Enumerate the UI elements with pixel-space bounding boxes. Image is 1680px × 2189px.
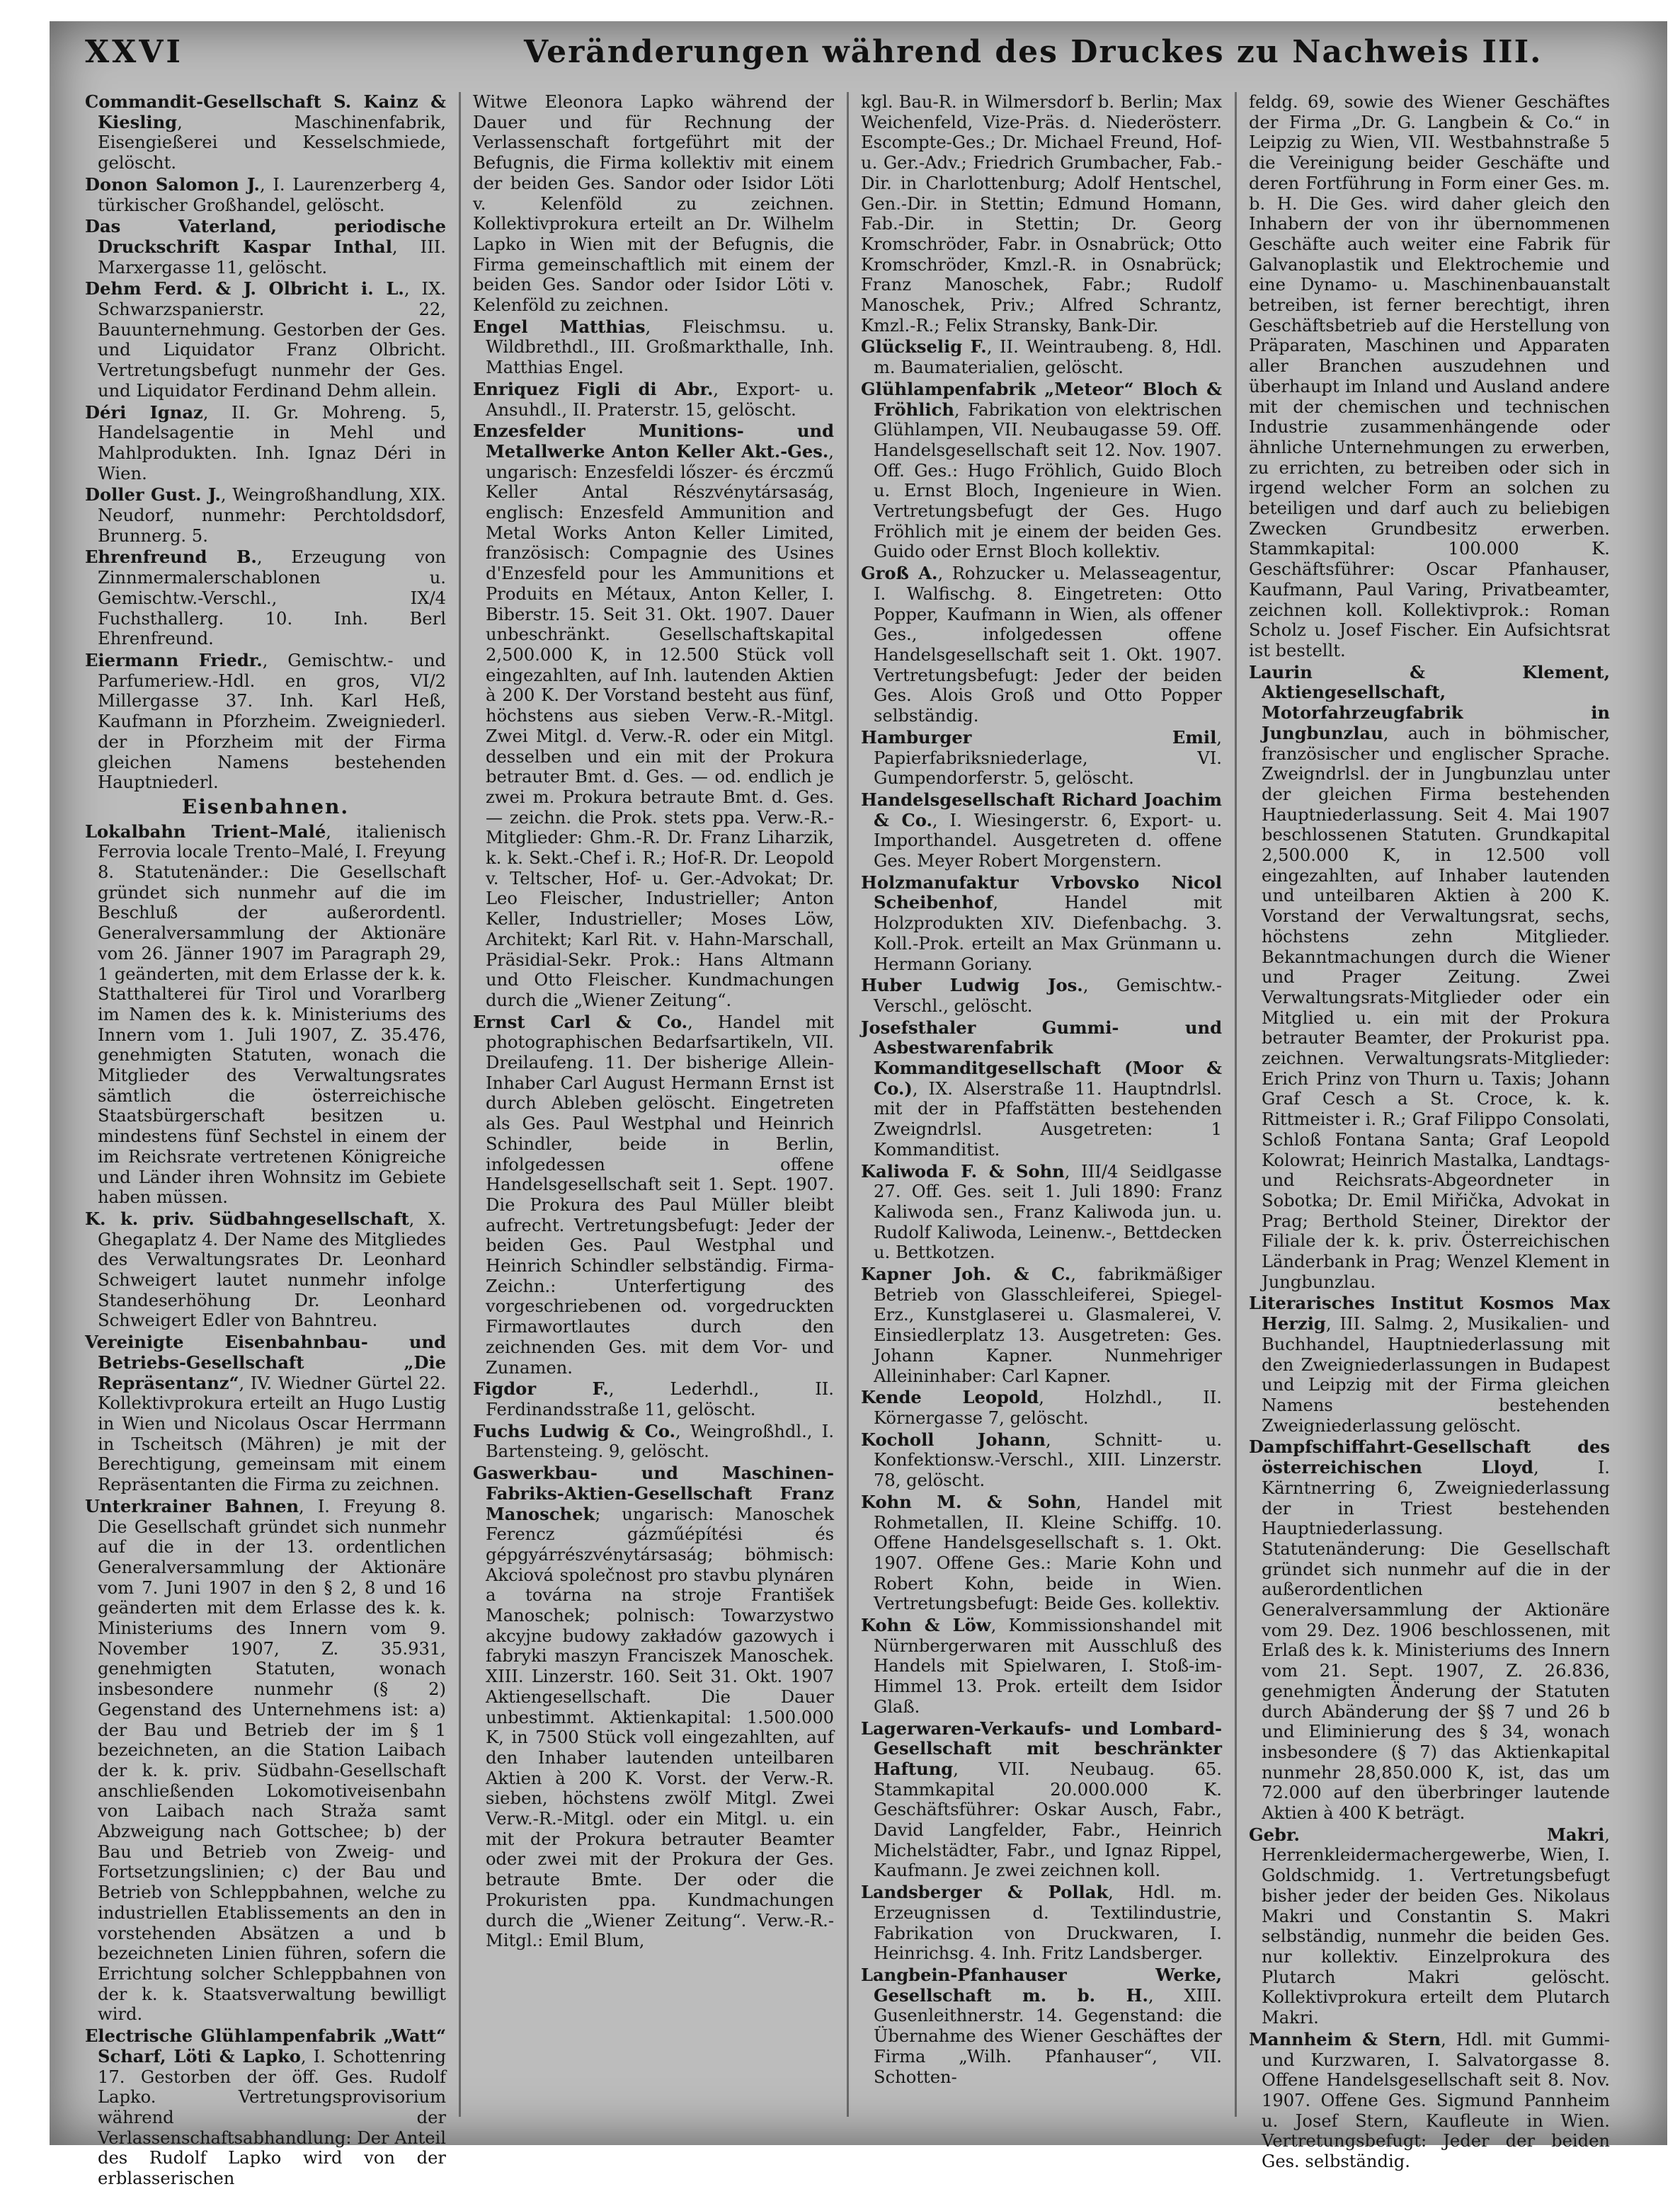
entry-text: , III. Salmg. 2, Musikalien- und Buchhandel, Hauptniederlassung mit den Zweigniederlassungen in Budapest und Leipzig mit der Firma gleichen Namens bestehenden Zweigniederlassung gelöscht. xyxy=(1262,1314,1610,1436)
entry-firm-name: Groß A. xyxy=(861,563,938,584)
entry-text: , auch in böhmischer, französischer und englischer Sprache. Zweigndrlsl. der in Jungbunzlau unter der gleichen Firma bestehenden Hauptniederlassung. Seit 4. Mai 1907 beschlossenen Statuten. Grundkapital 2,500.000 K, in 12.500 voll eingezahlten, auf Inhaber lautenden und unteilbaren Aktien à 200 K. Vorstand der Verwaltungsrat, sechs, höchstens zehn Mitglieder. Bekanntmachungen durch die Wiener und Prager Zeitung. Zwei Verwaltungsrats-Mitglieder oder ein Mitglied u. ein mit der Prokura betrauter Beamter, der Prokurist ppa. zeichnen. Verwaltungsrats-Mitglieder: Erich Prinz von Thurn u. Taxis; Johann Graf Cesch a St. Croce, k. k. Rittmeister i. R.; Graf Filippo Consolati, Schloß Fontana Santa; Graf Leopold Kolowrat; Heinrich Mastalka, Landtags- und Reichsrats-Abgeordneter in Sobotka; Dr. Emil Miřička, Advokat in Prag; Berthold Steiner, Direktor der Filiale der k. k. priv. Österreichischen Länderbank in Prag; Wenzel Klement in Jungbunzlau. xyxy=(1262,723,1610,1292)
register-entry xyxy=(473,317,834,378)
register-entry xyxy=(1249,1437,1610,1823)
entry-firm-name: Donon Salomon J. xyxy=(85,173,260,195)
register-entry xyxy=(861,1965,1222,2087)
entry-firm-name: Commandit-Gesellschaft S. Kainz & Kiesling xyxy=(85,91,446,132)
entry-firm-name: Lokalbahn Trient–Malé xyxy=(85,821,326,842)
entry-text: , I. Schottenring 17. Gestorben der öff. Ges. Rudolf Lapko. Vertretungsprovisorium während der Verlassenschaftsabhandlung: Der Anteil des Rudolf Lapko wird von der erblasserischen xyxy=(98,2046,446,2189)
entry-text: , Herrenkleidermachergewerbe, Wien, I. Goldschmidg. 1. Vertretungsbefugt bisher jeder der beiden Ges. Nikolaus Makri und Constantin S. Makri selbständig, nunmehr die beiden Ges. nur kollektiv. Einzelprokura des Plutarch Makri gelöscht. Kollektivprokura erteilt dem Plutarch Makri. xyxy=(1262,1824,1610,2028)
entry-text: , VII. Neubaug. 65. Stammkapital 20.000.000 K. Geschäftsführer: Oskar Ausch, Fabr., David Langfelder, Fabr., Heinrich Michelstädter, Fabr., und Ignaz Rippel, Kaufmann. Je zwei zeichnen koll. xyxy=(874,1759,1222,1881)
register-entry xyxy=(1249,1293,1610,1436)
entry-text: , Gemischtw.-Verschl., gelöscht. xyxy=(874,976,1222,1016)
entry-firm-name: Electrische Glühlampenfabrik „Watt“ Scharf, Löti & Lapko xyxy=(85,2025,446,2067)
register-entry xyxy=(85,2026,446,2189)
register-entry xyxy=(861,1264,1222,1386)
column-2 xyxy=(473,92,834,2117)
entry-firm-name: Laurin & Klement, Aktiengesellschaft, Motorfahrzeugfabrik in Jungbunzlau xyxy=(1249,661,1610,743)
entry-text: , I. Kärntnerring 6, Zweigniederlassung der in Triest bestehenden Hauptniederlassung. Statutenänderung: Die Gesellschaft gründet sich nunmehr auf die in der außerordentlichen Generalversammlung der Aktionäre vom 29. Dez. 1906 beschlossenen, mit Erlaß des k. k. Ministeriums des Innern vom 21. Sept. 1907, Z. 26.836, genehmigten Änderung der Statuten durch Abänderung der §§ 7 und 26 b und Eliminierung des § 34, wonach insbesondere (§ 7) das Aktienkapital nunmehr 28,850.000 K, ist, das um 72.000 auf den überbringer lautende Aktien à 400 K beträgt. xyxy=(1262,1458,1610,1824)
entry-firm-name: Gaswerkbau- und Maschinen-Fabriks-Aktien-Gesellschaft Franz Manoschek xyxy=(473,1463,834,1524)
page-header xyxy=(85,34,1614,84)
column-rule xyxy=(847,92,849,2117)
register-entry xyxy=(861,790,1222,871)
entry-firm-name: Gebr. Makri xyxy=(1249,1824,1605,1845)
register-entry xyxy=(473,92,834,316)
register-entry xyxy=(861,1388,1222,1428)
entry-text: , Handel mit Holzprodukten XIV. Diefenbachg. 3. Koll.-Prok. erteilt an Max Grünmann u. Hermann Goriany. xyxy=(874,893,1222,974)
entry-firm-name: Enzesfelder Munitions- und Metallwerke Anton Keller Akt.-Ges. xyxy=(473,421,834,462)
entry-text: , Fabrikation von elektrischen Glühlampen, VII. Neubaugasse 59. Off. Handelsgesellschaft seit 12. Nov. 1907. Off. Ges.: Hugo Fröhlich, Guido Bloch u. Ernst Bloch, Ingenieure in Wien. Vertretungsbefugt der Ges. Hugo Fröhlich mit je einem der beiden Ges. Guido oder Ernst Bloch kollektiv. xyxy=(874,399,1222,562)
entry-firm-name: Huber Ludwig Jos. xyxy=(861,975,1083,996)
entry-text: , XIII. Gusenleithnerstr. 14. Gegenstand: die Übernahme des Wiener Geschäftes der Firma „Wilh. Pfanhauser“, VII. Schotten- xyxy=(874,1985,1222,2087)
entry-firm-name: Unterkrainer Bahnen xyxy=(85,1495,299,1516)
register-entry xyxy=(85,485,446,546)
register-entry xyxy=(861,976,1222,1016)
entry-text: , Handel mit photographischen Bedarfsartikeln, VII. Dreilaufeng. 11. Der bisherige Allein-Inhaber Carl August Hermann Ernst ist durch Ableben gelöscht. Eingetreten als Ges. Paul Westphal und Heinrich Schindler, beide in Berlin, infolgedessen offene Handelsgesellschaft seit 1. Sept. 1907. Die Prokura des Paul Müller bleibt aufrecht. Vertretungsbefugt: Jeder der beiden Ges. Paul Westphal und Heinrich Schindler selbständig. Firma-Zeichn.: Unterfertigung des vorgeschriebenen od. vorgedruckten Firmawortlautes durch den zeichnenden Ges. mit dem Vor- und Zunamen. xyxy=(486,1012,834,1378)
entry-text: feldg. 69, sowie des Wiener Geschäftes der Firma „Dr. G. Langbein & Co.“ in Leipzig zu Wien, VII. Westbahnstraße 5 die Vereinigung beider Geschäfte und deren Fortführung in Form einer Ges. m. b. H. Die Ges. wird daher gleich den Inhabern der von ihr übernommenen Geschäfte auch weiter eine Fabrik für Galvanoplastik und Elektrochemie und eine Dynamo- u. Maschinenbauanstalt betreiben, ist ferner berechtigt, ihren Geschäftsbetrieb auf die Herstellung von Präparaten, Maschinen und Apparaten aller Branchen auszudehnen und überhaupt im Inland und Ausland andere mit der chemischen und technischen Industrie zusammenhängende oder ähnliche Unternehmungen zu erwerben, zu errichten, zu betreiben oder sich in irgend welcher Form an solchen zu beteiligen und darf auch zu beliebigen Zwecken Grundbesitz erwerben. Stammkapital: 100.000 K. Geschäftsführer: Oscar Pfanhauser, Kaufmann, Paul Varing, Privatbeamter, zeichnen koll. Kollektivprok.: Roman Scholz u. Josef Fischer. Ein Aufsichtsrat ist bestellt. xyxy=(1249,92,1610,661)
entry-firm-name: Eiermann Friedr. xyxy=(85,649,263,670)
register-entry xyxy=(85,547,446,649)
register-entry xyxy=(861,1430,1222,1491)
entry-text: , Fleischmsu. u. Wildbrethdl., III. Großmarkthalle, Inh. Matthias Engel. xyxy=(486,316,834,378)
entry-text: ; ungarisch: Manoschek Ferencz gázműépítési és gépgyárrészvénytársaság; böhmisch: Akciová společnost pro stavbu plynáren a továrna na stroje František Manoschek; polnisch: Towarzystwo akcyjne budowy zakładów gazowych i fabryki maszyn Franciszek Manoschek. XIII. Linzerstr. 160. Seit 31. Okt. 1907 Aktiengesellschaft. Die Dauer unbestimmt. Aktienkapital: 1.500.000 K, in 7500 Stück voll eingezahlten, auf den Inhaber lautenden unteilbaren Aktien à 200 K. Vorst. der Verw.-R. sieben, höchstens zwölf Mitgl. Zwei Verw.-R.-Mitgl. oder ein Mitgl. u. ein mit der Prokura betrauter Beamter oder zwei mit der Prokura der Ges. betraute Bmte. Der oder die Prokuristen ppa. Kundmachungen durch die „Wiener Zeitung“. Verw.-R.-Mitgl.: Emil Blum, xyxy=(486,1504,834,1951)
entry-firm-name: Engel Matthias xyxy=(473,316,646,337)
text-columns xyxy=(85,91,1628,2189)
entry-text: , Schnitt- u. Konfektionsw.-Verschl., XIII. Linzerstr. 78, gelöscht. xyxy=(874,1429,1223,1491)
entry-firm-name: Mannheim & Stern xyxy=(1249,2028,1441,2050)
entry-firm-name: Vereinigte Eisenbahnbau- und Betriebs-Gesellschaft „Die Repräsentanz“ xyxy=(85,1332,446,1393)
entry-text: , II. Gr. Mohreng. 5, Handelsagentie in Mehl und Mahlprodukten. Inh. Ignaz Déri in Wien. xyxy=(98,402,446,484)
entry-firm-name: Kaliwoda F. & Sohn xyxy=(861,1160,1065,1182)
entry-firm-name: Doller Gust. J. xyxy=(85,484,221,505)
entry-firm-name: Landsberger & Pollak xyxy=(861,1882,1109,1903)
page-number: XXVI xyxy=(85,34,183,70)
entry-text: , Export- u. Ansuhdl., II. Praterstr. 15, gelöscht. xyxy=(486,379,834,420)
entry-text: , I. Freyung 8. Die Gesellschaft gründet sich nunmehr auf die in der 13. ordentlichen Generalversammlung der Aktionäre vom 7. Juni 1907 in den § 2, 8 und 16 geänderten mit dem Erlasse des k. k. Ministeriums des Innern vom 9. November 1907, Z. 35.931, genehmigten Statuten, wonach insbesondere nunmehr (§ 2) Gegenstand des Unternehmens ist: a) der Bau und Betrieb der im § 1 bezeichneten, an die Station Laibach der k. k. priv. Südbahn-Gesellschaft anschließenden Lokomotiveisenbahn von Laibach nach Straža samt Abzweigung nach Gottschee; b) der Bau und Betrieb von Zweig- und Fortsetzungslinien; c) der Bau und Betrieb von Schleppbahnen, welche zu industriellen Etablissements an den in vorstehenden Absätzen a und b bezeichneten Linien führen, sofern die Errichtung solcher Schleppbahnen von der k. k. Staatsverwaltung bewilligt wird. xyxy=(98,1496,446,2025)
entry-text: , ungarisch: Enzesfeldi lőszer- és érczmű Keller Antal Részvénytársaság, englisch: Enzesfeld Ammunition and Metal Works Anton Keller Limited, französisch: Compagnie des Usines d'Enzesfeld pour les Ammunitions et Produits en Métaux, Anton Keller, I. Biberstr. 15. Seit 31. Okt. 1907. Dauer unbeschränkt. Gesellschaftskapital 2,500.000 K, in 12.500 Stück voll eingezahlten, auf Inh. lautenden Aktien à 200 K. Der Vorstand besteht aus fünf, höchstens aus sieben Verw.-R.-Mitgl. Zwei Mitgl. d. Verw.-R. oder ein Mitgl. desselben und ein mit der Prokura betrauter Bmt. d. Ges. — od. endlich je zwei m. Prokura betraute Bmt. d. Ges. — zeichn. die Prok. stets ppa. Verw.-R.-Mitglieder: Ghm.-R. Dr. Franz Liharzik, k. k. Sekt.-Chef i. R.; Hof-R. Dr. Leopold v. Teltscher, Hof- u. Ger.-Advokat; Dr. Leo Fleischer, Industrieller; Anton Keller, Industrieller; Moses Löw, Architekt; Karl Rit. v. Hahn-Marschall, Präsidial-Sekr. Prok.: Hans Altmann und Otto Fleischer. Kundmachungen durch die „Wiener Zeitung“. xyxy=(486,441,834,1010)
entry-firm-name: Dampfschiffahrt-Gesellschaft des österreichischen Lloyd xyxy=(1249,1436,1610,1478)
entry-text: , I. Wiesingerstr. 6, Export- u. Importhandel. Ausgetreten d. offene Ges. Meyer Robert Morgenstern. xyxy=(874,810,1223,871)
entry-firm-name: Holzmanufaktur Vrbovsko Nicol Scheibenhof xyxy=(861,871,1222,913)
register-entry xyxy=(861,1492,1222,1614)
entry-text: , italienisch Ferrovia locale Trento–Malé, I. Freyung 8. Statutenänder.: Die Gesellschaft gründet sich nunmehr auf die im Beschluß der außerordentl. Generalversammlung der Aktionäre vom 26. Jänner 1907 im Paragraph 29, 1 geänderten, mit dem Erlasse der k. k. Statthalterei für Tirol und Vorarlberg im Namen des k. k. Ministeriums des Innern vom 1. Juli 1907, Z. 35.476, genehmigten Statuten, wonach die Mitglieder des Verwaltungsrates sämtlich die österreichische Staatsbürgerschaft besitzen u. mindestens fünf Sechstel in einem der im Reichsrate vertretenen Königreiche und Länder ihren Wohnsitz im Gebiete haben müssen. xyxy=(98,821,447,1208)
entry-text: , IX. Schwarzspanierstr. 22, Bauunternehmung. Gestorben der Ges. und Liquidator Franz Olbricht. Vertretungsbefugt nunmehr der Ges. und Liquidator Ferdinand Dehm allein. xyxy=(98,279,446,401)
entry-firm-name: Langbein-Pfanhauser Werke, Gesellschaft m. b. H. xyxy=(861,1964,1222,2006)
register-entry xyxy=(85,1497,446,2025)
column-4 xyxy=(1249,92,1611,2172)
register-entry xyxy=(473,1422,834,1462)
entry-firm-name: Handelsgesellschaft Richard Joachim & Co. xyxy=(861,789,1222,830)
column-rule xyxy=(459,92,461,2117)
entry-text: , Holzhdl., II. Körnergasse 7, gelöscht. xyxy=(874,1388,1222,1428)
register-entry xyxy=(85,1332,446,1495)
register-entry xyxy=(861,1616,1222,1718)
entry-firm-name: Kende Leopold xyxy=(861,1387,1039,1408)
register-entry xyxy=(861,1882,1222,1964)
column-1 xyxy=(85,91,447,2189)
register-entry xyxy=(861,564,1222,726)
entry-text: , Kommissionshandel mit Nürnbergerwaren mit Ausschluß des Handels mit Spielwaren, I. Stoß-im-Himmel 13. Prok. erteilt dem Isidor Glaß. xyxy=(874,1616,1222,1717)
entry-text: , III/4 Seidlgasse 27. Off. Ges. seit 1. Juli 1890: Franz Kaliwoda sen., Franz Kaliwoda jun. u. Rudolf Kaliwoda, Leinenw.-, Bettdecken u. Bettkotzen. xyxy=(874,1161,1222,1263)
register-entry xyxy=(861,1162,1222,1264)
register-entry xyxy=(473,1463,834,1951)
entry-firm-name: Glühlampenfabrik „Meteor“ Bloch & Fröhlich xyxy=(861,378,1222,420)
entry-firm-name: Ernst Carl & Co. xyxy=(473,1011,688,1032)
entry-text: , X. Ghegaplatz 4. Der Name des Mitgliedes des Verwaltungsrates Dr. Leonhard Schweigert lautet nunmehr infolge Standeserhöhung Dr. Leonhard Schweigert Edler von Bahntreu. xyxy=(98,1208,446,1331)
entry-text: , Maschinenfabrik, Eisengießerei und Kesselschmiede, gelöscht. xyxy=(98,112,446,173)
entry-text: , IV. Wiedner Gürtel 22. Kollektivprokura erteilt an Hugo Lustig in Wien und Nicolaus Oscar Herrmann in Tscheitsch (Mähren) je mit der Berechtigung, gemeinsam mit einem Repräsentanten die Firma zu zeichnen. xyxy=(98,1373,446,1495)
register-entry xyxy=(861,92,1222,336)
entry-firm-name: Dehm Ferd. & J. Olbricht i. L. xyxy=(85,278,404,299)
register-entry xyxy=(85,279,446,401)
register-entry xyxy=(473,1379,834,1419)
entry-text: , II. Weintraubeng. 8, Hdl. m. Baumaterialien, gelöscht. xyxy=(874,337,1222,378)
entry-text: , Rohzucker u. Melasseagentur, I. Walfischg. 8. Eingetreten: Otto Popper, Kaufmann in Wien, als offener Ges., infolgedessen offene Handelsgesellschaft seit 1. Okt. 1907. Vertretungsbefugt: Jeder der beiden Ges. Alois Groß und Otto Popper selbständig. xyxy=(874,564,1222,726)
register-entry xyxy=(861,873,1222,975)
entry-firm-name: Literarisches Institut Kosmos Max Herzig xyxy=(1249,1293,1610,1334)
register-entry xyxy=(85,651,446,793)
register-entry xyxy=(1249,2030,1610,2172)
register-entry xyxy=(861,1018,1222,1160)
register-entry xyxy=(473,421,834,1010)
entry-text: , Hdl. mit Gummi- und Kurzwaren, I. Salvatorgasse 8. Offene Handelsgesellschaft seit 8. Nov. 1907. Offene Ges. Sigmund Pannheim u. Josef Stern, Kaufleute in Wien. Vertretungsbefugt: Jeder der beiden Ges. selbständig. xyxy=(1262,2029,1611,2172)
entry-text: kgl. Bau-R. in Wilmersdorf b. Berlin; Max Weichenfeld, Vize-Präs. d. Niederösterr. Escompte-Ges.; Dr. Michael Freund, Hof- u. Ger.-Adv.; Friedrich Grumbacher, Fab.-Dir. in Charlottenburg; Adolf Hentschel, Gen.-Dir. in Stettin; Edmund Homann, Fab.-Dir. in Stettin; Dr. Georg Kromschröder, Fabr. in Osnabrück; Otto Kromschröder, Kmzl.-R. in Osnabrück; Franz Manoschek, Fabr.; Rudolf Manoschek, Priv.; Alfred Schrantz, Kmzl.-R.; Felix Stransky, Bank-Dir. xyxy=(861,92,1222,336)
entry-firm-name: Déri Ignaz xyxy=(85,401,203,423)
column-rule xyxy=(1235,92,1237,2117)
register-entry xyxy=(861,1719,1222,1882)
entry-text: Witwe Eleonora Lapko während der Dauer und für Rechnung der Verlassenschaft fortgeführt mit der Befugnis, die Firma kollektiv mit einem der beiden Ges. Sandor oder Isidor Löti v. Kelenföld zu zeichnen. Kollektivprokura erteilt an Dr. Wilhelm Lapko in Wien mit der Befugnis, die Firma gemeinschaftlich mit einem der beiden Ges. Sandor oder Isidor Löti v. Kelenföld zu zeichnen. xyxy=(473,92,834,316)
register-entry xyxy=(85,217,446,278)
register-entry xyxy=(1249,663,1610,1293)
entry-firm-name: Kocholl Johann xyxy=(861,1429,1046,1450)
entry-text: , fabrikmäßiger Betrieb von Glasschleiferei, Spiegel-Erz., Kunstglaserei u. Glasmalerei, V. Einsiedlerplatz 13. Ausgetreten: Ges. Johann Kapner. Nunmehriger Alleininhaber: Carl Kapner. xyxy=(874,1264,1222,1386)
section-heading: Eisenbahnen. xyxy=(181,794,350,818)
entry-text: , I. Laurenzerberg 4, türkischer Großhandel, gelöscht. xyxy=(98,174,446,215)
register-entry xyxy=(473,1012,834,1378)
register-entry xyxy=(85,403,446,484)
entry-firm-name: Kohn & Löw xyxy=(861,1615,991,1636)
entry-firm-name: Ehrenfreund B. xyxy=(85,547,257,568)
register-entry xyxy=(861,379,1222,562)
entry-firm-name: Glückselig F. xyxy=(861,336,987,358)
entry-firm-name: Enriquez Figli di Abr. xyxy=(473,378,714,399)
register-entry xyxy=(1249,92,1610,661)
entry-firm-name: Figdor F. xyxy=(473,1378,609,1400)
entry-text: , IX. Alserstraße 11. Hauptndrlsl. mit der in Pfaffstätten bestehenden Zweigndrlsl. Ausgetreten: 1 Kommanditist. xyxy=(874,1078,1222,1160)
entry-text: , Gemischtw.- und Parfumeriew.-Hdl. en gros, VI/2 Millergasse 37. Inh. Karl Heß, Kaufmann in Pforzheim. Zweigniederl. der in Pforzheim mit der Firma gleichen Namens bestehenden Hauptniederl. xyxy=(98,650,446,793)
register-entry xyxy=(85,92,446,173)
entry-firm-name: Josefsthaler Gummi- und Asbestwarenfabrik Kommanditgesellschaft (Moor & Co.) xyxy=(861,1017,1222,1099)
entry-text: , Handel mit Rohmetallen, II. Kleine Schiffg. 10. Offene Handelsgesellschaft s. 1. Okt. 1907. Offene Ges.: Marie Kohn und Robert Kohn, beide in Wien. Vertretungsbefugt: Beide Ges. kollektiv. xyxy=(874,1492,1222,1614)
register-entry xyxy=(861,728,1222,789)
entry-text: , Papierfabriksniederlage, VI. Gumpendorferstr. 5, gelöscht. xyxy=(874,727,1222,789)
entry-firm-name: Lagerwaren-Verkaufs- und Lombard-Gesellschaft mit beschränkter Haftung xyxy=(861,1718,1222,1779)
register-entry xyxy=(85,175,446,215)
entry-firm-name: K. k. priv. Südbahngesellschaft xyxy=(85,1208,409,1229)
entry-text: , Weingroßhdl., I. Bartensteing. 9, gelöscht. xyxy=(486,1421,835,1462)
register-entry xyxy=(473,379,834,420)
entry-firm-name: Hamburger Emil xyxy=(861,726,1217,748)
entry-text: , Erzeugung von Zinnmermalerschablonen u. Gemischtw.-Verschl., IX/4 Fuchsthallerg. 10. Inh. Berl Ehrenfreund. xyxy=(98,547,446,649)
running-title: Veränderungen während des Druckes zu Nachweis III. xyxy=(524,34,1543,70)
entry-firm-name: Kapner Joh. & C. xyxy=(861,1264,1071,1285)
entry-firm-name: Das Vaterland, periodische Druckschrift Kaspar Inthal xyxy=(85,216,446,257)
register-entry xyxy=(85,822,446,1208)
entry-text: , Weingroßhandlung, XIX. Neudorf, nunmehr: Perchtoldsdorf, Brunnerg. 5. xyxy=(98,485,446,546)
entry-text: , Hdl. m. Erzeugnissen d. Textilindustrie, Fabrikation von Druckwaren, I. Heinrichsg. 4. Inh. Fritz Landsberger. xyxy=(874,1882,1222,1964)
register-entry xyxy=(1249,1825,1610,2028)
column-3 xyxy=(861,92,1222,2117)
entry-text: , III. Marxergasse 11, gelöscht. xyxy=(98,236,446,278)
register-entry xyxy=(85,1209,446,1331)
entry-firm-name: Kohn M. & Sohn xyxy=(861,1491,1076,1512)
entry-firm-name: Fuchs Ludwig & Co. xyxy=(473,1420,676,1441)
register-entry xyxy=(861,337,1222,377)
entry-text: , Lederhdl., II. Ferdinandsstraße 11, gelöscht. xyxy=(486,1379,834,1419)
